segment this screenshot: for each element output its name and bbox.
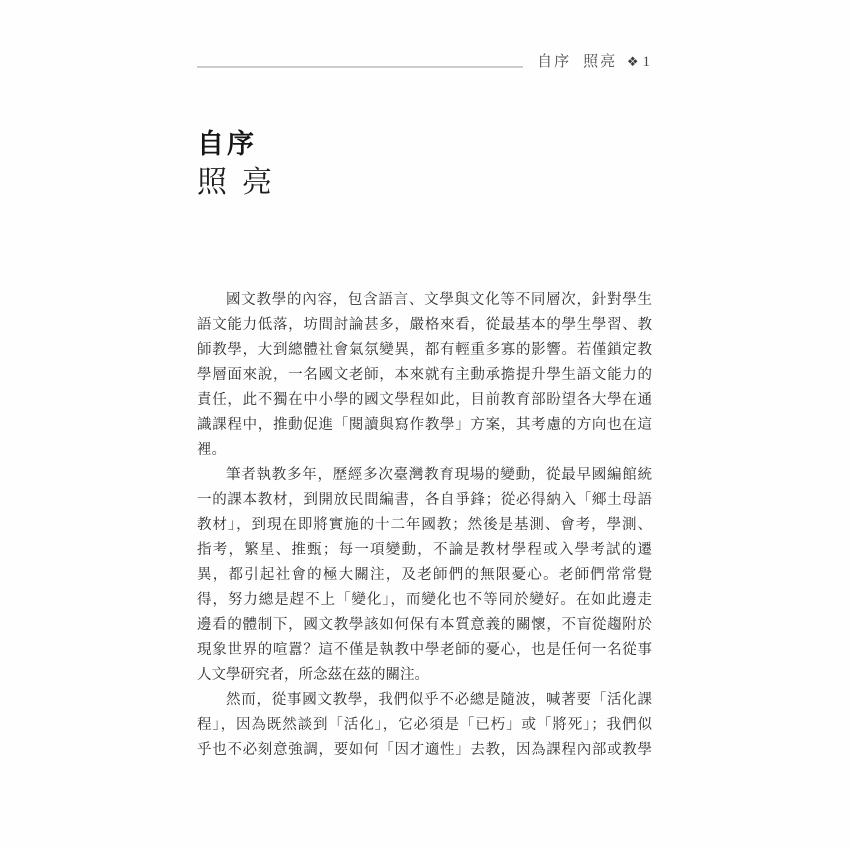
paragraph-1: [197, 288, 652, 463]
text-line: 識課程中，推動促進「閱讀與寫作教學」方案，其考慮的方向也在這: [197, 417, 652, 433]
text-line: 現象世界的喧囂？這不僅是執教中學老師的憂心，也是任何一名從事: [197, 642, 652, 658]
header-text: [537, 52, 652, 72]
text-line: 得，努力總是趕不上「變化」，而變化也不等同於變好。在如此邊走: [197, 592, 652, 608]
text-line: 師教學，大到總體社會氣氛變異，都有輕重多寡的影響。若僅鎖定教: [197, 342, 652, 358]
text-line: 指考，繁星、推甄；每一項變動，不論是教材學程或入學考試的遷: [197, 542, 652, 558]
text-line: 學層面來說，一名國文老師，本來就有主動承擔提升學生語文能力的: [197, 367, 652, 383]
text-line: 乎也不必刻意強調，要如何「因才適性」去教，因為課程內部或教學: [197, 742, 652, 758]
text-line: 責任，此不獨在中小學的國文學程如此，目前教育部盼望各大學在通: [197, 392, 652, 408]
paragraph-2: [197, 463, 652, 688]
text-line: 異，都引起社會的極大關注，及老師們的無限憂心。老師們常常覺: [197, 567, 652, 583]
header-rule: [197, 66, 523, 68]
header-page-number: 1: [642, 54, 652, 70]
text-line: 裡。: [197, 442, 226, 458]
text-line: 人文學研究者，所念茲在茲的關注。: [197, 667, 429, 683]
preface-title: 自序: [197, 129, 257, 159]
text-line: 程」，因為既然談到「活化」，它必須是「已朽」或「將死」；我們似: [197, 717, 652, 733]
text-line: 國文教學的內容，包含語言、文學與文化等不同層次，針對學生: [226, 292, 652, 308]
text-line: 然而，從事國文教學，我們似乎不必總是隨波，喊著要「活化課: [226, 692, 652, 708]
header-chapter-title: 照亮: [583, 54, 618, 70]
preface-subtitle: 照亮: [197, 166, 287, 199]
paragraph-3: [197, 688, 652, 763]
title-block: [197, 127, 287, 202]
text-line: 邊看的體制下，國文教學該如何保有本質意義的關懷，不盲從趨附於: [197, 617, 652, 633]
header-section-title: 自序: [537, 54, 572, 70]
text-line: 筆者執教多年，歷經多次臺灣教育現場的變動，從最早國編館統: [226, 467, 652, 483]
diamond-ornament-icon: ❖: [626, 54, 641, 69]
text-line: 教材」，到現在即將實施的十二年國教；然後是基測、會考，學測、: [197, 517, 652, 533]
body-text: [197, 288, 652, 763]
running-header: [197, 52, 652, 72]
text-line: 語文能力低落，坊間討論甚多，嚴格來看，從最基本的學生學習、教: [197, 317, 652, 333]
text-line: 一的課本教材，到開放民間編書，各自爭鋒；從必得納入「鄉土母語: [197, 492, 652, 508]
